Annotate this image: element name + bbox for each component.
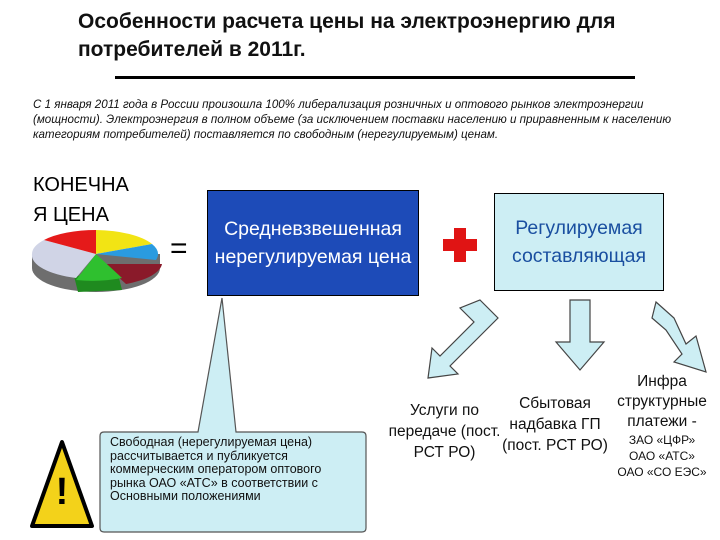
warning-exclamation: !: [55, 471, 69, 513]
final-price-line2: Я ЦЕНА: [33, 204, 109, 226]
infra-item-ats: ОАО «АТС»: [629, 449, 695, 463]
callout-text: Свободная (нерегулируемая цена) рассчитывается и публикуется коммерческим оператором оптового рынка ОАО «АТС» в соответствии с Основными положениями: [110, 435, 322, 503]
page-title: Особенности расчета цены на электроэнергию для потребителей в 2011г.: [78, 10, 616, 61]
infra-item-cfr: ЗАО «ЦФР»: [628, 433, 696, 447]
infrastructure-title: Инфра структурные платежи -: [617, 373, 707, 430]
transmission-services-text: Услуги по передаче (пост. РСТ РО): [388, 402, 501, 461]
intro-paragraph: С 1 января 2011 года в России произошла 100% либерализация розничных и оптового рынков электроэнергии (мощности). Электроэнергия в полном объеме (за исключением поставки населению и приравненным к населению категориям потребителей) поставляется по свободным (нерегулируемым) ценам.: [33, 98, 672, 141]
unregulated-price-label: Средневзвешенная нерегулируемая цена: [214, 218, 412, 268]
regulated-component-label: Регулируемая составляющая: [511, 217, 647, 267]
equals-sign: =: [170, 232, 188, 265]
final-price-line1: КОНЕЧНА: [33, 174, 129, 196]
sales-markup-text: Сбытовая надбавка ГП (пост. РСТ РО): [502, 395, 608, 454]
infra-item-so: ОАО «СО ЕЭС»: [617, 465, 707, 479]
